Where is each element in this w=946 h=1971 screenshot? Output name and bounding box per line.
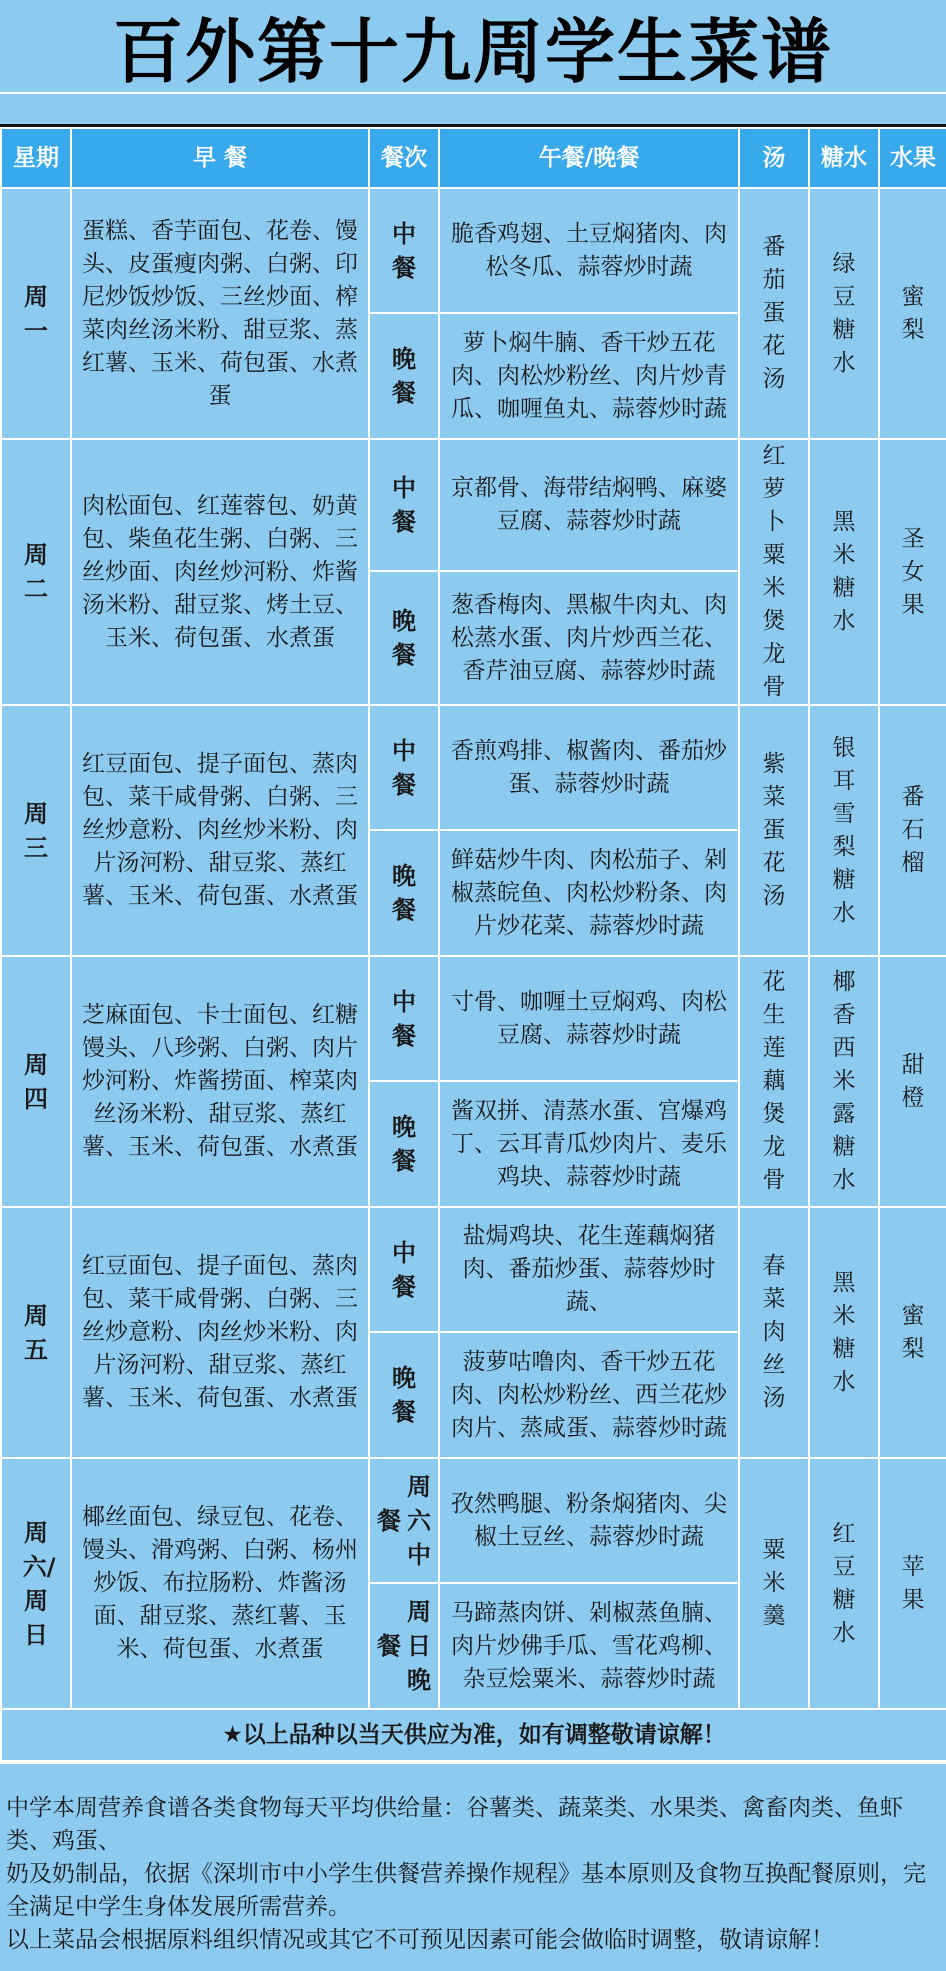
sweet-soup-cell: 绿豆糖水 bbox=[809, 188, 879, 439]
footer-line: 奶及奶制品，依据《深圳市中小学生供餐营养操作规程》基本原则及食物互换配餐原则，完全满足中学生身体发展所需营养。 bbox=[6, 1861, 926, 1920]
soup-cell: 春菜肉丝汤 bbox=[739, 1207, 809, 1458]
meal-label-part: 周六中 bbox=[407, 1472, 431, 1569]
sweet-soup-cell: 银耳雪梨糖水 bbox=[809, 705, 879, 956]
meal-label-part: 餐 bbox=[377, 1632, 401, 1660]
nutrition-footer bbox=[0, 1762, 946, 1957]
meal-lunch-label: 中餐 bbox=[369, 705, 439, 830]
dinner-dishes: 萝卜焖牛腩、香干炒五花肉、肉松炒粉丝、肉片炒青瓜、咖喱鱼丸、蒜蓉炒时蔬 bbox=[439, 313, 739, 439]
lunch-dishes: 香煎鸡排、椒酱肉、番茄炒蛋、蒜蓉炒时蔬 bbox=[439, 705, 739, 830]
note-row bbox=[1, 1709, 946, 1761]
soup-cell: 紫菜蛋花汤 bbox=[739, 705, 809, 956]
soup-cell: 花生莲藕煲龙骨 bbox=[739, 956, 809, 1207]
lunch-dishes: 京都骨、海带结焖鸭、麻婆豆腐、蒜蓉炒时蔬 bbox=[439, 439, 739, 571]
sweet-soup-cell: 黑米糖水 bbox=[809, 1207, 879, 1458]
meal-saturday-lunch-label bbox=[369, 1458, 439, 1583]
soup-cell: 粟米羹 bbox=[739, 1458, 809, 1709]
lunch-dishes: 寸骨、咖喱土豆焖鸡、肉松豆腐、蒜蓉炒时蔬 bbox=[439, 956, 739, 1081]
header-soup: 汤 bbox=[739, 128, 809, 188]
menu-table bbox=[0, 127, 946, 1762]
meal-dinner-label: 晚餐 bbox=[369, 313, 439, 439]
header-meal: 餐次 bbox=[369, 128, 439, 188]
meal-label-part: 餐 bbox=[377, 1506, 401, 1535]
breakfast-cell: 红豆面包、提子面包、蒸肉包、菜干咸骨粥、白粥、三丝炒意粉、肉丝炒米粉、肉片汤河粉、甜豆浆、蒸红薯、玉米、荷包蛋、水煮蛋 bbox=[71, 1207, 369, 1458]
header-day: 星期 bbox=[1, 128, 71, 188]
lunch-dishes: 脆香鸡翅、土豆焖猪肉、肉松冬瓜、蒜蓉炒时蔬 bbox=[439, 188, 739, 313]
table-row bbox=[1, 705, 946, 830]
sweet-soup-cell: 红豆糖水 bbox=[809, 1458, 879, 1709]
breakfast-cell: 红豆面包、提子面包、蒸肉包、菜干咸骨粥、白粥、三丝炒意粉、肉丝炒米粉、肉片汤河粉、甜豆浆、蒸红薯、玉米、荷包蛋、水煮蛋 bbox=[71, 705, 369, 956]
title-divider bbox=[0, 94, 946, 127]
dinner-dishes: 酱双拼、清蒸水蛋、宫爆鸡丁、云耳青瓜炒肉片、麦乐鸡块、蒜蓉炒时蔬 bbox=[439, 1081, 739, 1207]
breakfast-cell: 芝麻面包、卡士面包、红糖馒头、八珍粥、白粥、肉片炒河粉、炸酱捞面、榨菜肉丝汤米粉、甜豆浆、蒸红薯、玉米、荷包蛋、水煮蛋 bbox=[71, 956, 369, 1207]
day-cell: 周一 bbox=[1, 188, 71, 439]
fruit-cell: 番石榴 bbox=[879, 705, 946, 956]
table-row bbox=[1, 439, 946, 571]
table-row bbox=[1, 956, 946, 1081]
day-cell: 周二 bbox=[1, 439, 71, 705]
fruit-cell: 甜橙 bbox=[879, 956, 946, 1207]
dinner-dishes: 菠萝咕噜肉、香干炒五花肉、肉松炒粉丝、西兰花炒肉片、蒸咸蛋、蒜蓉炒时蔬 bbox=[439, 1332, 739, 1458]
table-row bbox=[1, 188, 946, 313]
breakfast-cell: 椰丝面包、绿豆包、花卷、馒头、滑鸡粥、白粥、杨州炒饭、布拉肠粉、炸酱汤面、甜豆浆、蒸红薯、玉米、荷包蛋、水煮蛋 bbox=[71, 1458, 369, 1709]
meal-lunch-label: 中餐 bbox=[369, 956, 439, 1081]
meal-label-part: 周日晚 bbox=[407, 1598, 431, 1694]
sweet-soup-cell: 椰香西米露糖水 bbox=[809, 956, 879, 1207]
dinner-dishes: 马蹄蒸肉饼、剁椒蒸鱼腩、肉片炒佛手瓜、雪花鸡柳、杂豆烩粟米、蒜蓉炒时蔬 bbox=[439, 1583, 739, 1709]
meal-lunch-label: 中餐 bbox=[369, 188, 439, 313]
day-cell: 周四 bbox=[1, 956, 71, 1207]
page-title: 百外第十九周学生菜谱 bbox=[0, 0, 946, 94]
header-lunch-dinner: 午餐/晚餐 bbox=[439, 128, 739, 188]
meal-lunch-label: 中餐 bbox=[369, 1207, 439, 1332]
lunch-dishes: 孜然鸭腿、粉条焖猪肉、尖椒土豆丝、蒜蓉炒时蔬 bbox=[439, 1458, 739, 1583]
table-row bbox=[1, 1458, 946, 1583]
meal-dinner-label: 晚餐 bbox=[369, 1332, 439, 1458]
header-breakfast: 早 餐 bbox=[71, 128, 369, 188]
breakfast-cell: 蛋糕、香芋面包、花卷、馒头、皮蛋瘦肉粥、白粥、印尼炒饭炒饭、三丝炒面、榨菜肉丝汤米粉、甜豆浆、蒸红薯、玉米、荷包蛋、水煮蛋 bbox=[71, 188, 369, 439]
header-fruit: 水果 bbox=[879, 128, 946, 188]
dinner-dishes: 葱香梅肉、黑椒牛肉丸、肉松蒸水蛋、肉片炒西兰花、香芹油豆腐、蒜蓉炒时蔬 bbox=[439, 571, 739, 705]
sweet-soup-cell: 黑米糖水 bbox=[809, 439, 879, 705]
soup-cell: 红萝卜粟米煲龙骨 bbox=[739, 439, 809, 705]
day-cell: 周三 bbox=[1, 705, 71, 956]
day-cell: 周六/周日 bbox=[1, 1458, 71, 1709]
meal-lunch-label: 中餐 bbox=[369, 439, 439, 571]
meal-sunday-dinner-label bbox=[369, 1583, 439, 1709]
meal-dinner-label: 晚餐 bbox=[369, 571, 439, 705]
day-cell: 周五 bbox=[1, 1207, 71, 1458]
supply-note: ★以上品种以当天供应为准，如有调整敬请谅解！ bbox=[1, 1709, 946, 1761]
soup-cell: 番茄蛋花汤 bbox=[739, 188, 809, 439]
dinner-dishes: 鲜菇炒牛肉、肉松茄子、剁椒蒸皖鱼、肉松炒粉条、肉片炒花菜、蒜蓉炒时蔬 bbox=[439, 830, 739, 956]
header-sweet-soup: 糖水 bbox=[809, 128, 879, 188]
footer-line: 以上菜品会根据原料组织情况或其它不可预见因素可能会做临时调整，敬请谅解！ bbox=[6, 1927, 834, 1953]
fruit-cell: 圣女果 bbox=[879, 439, 946, 705]
table-row bbox=[1, 1207, 946, 1332]
table-header-row bbox=[1, 128, 946, 188]
footer-line: 中学本周营养食谱各类食物每天平均供给量：谷薯类、蔬菜类、水果类、禽畜肉类、鱼虾类、鸡蛋、 bbox=[6, 1795, 903, 1854]
meal-dinner-label: 晚餐 bbox=[369, 1081, 439, 1207]
fruit-cell: 苹果 bbox=[879, 1458, 946, 1709]
breakfast-cell: 肉松面包、红莲蓉包、奶黄包、柴鱼花生粥、白粥、三丝炒面、肉丝炒河粉、炸酱汤米粉、甜豆浆、烤土豆、玉米、荷包蛋、水煮蛋 bbox=[71, 439, 369, 705]
lunch-dishes: 盐焗鸡块、花生莲藕焖猪肉、番茄炒蛋、蒜蓉炒时蔬、 bbox=[439, 1207, 739, 1332]
meal-dinner-label: 晚餐 bbox=[369, 830, 439, 956]
fruit-cell: 蜜梨 bbox=[879, 188, 946, 439]
fruit-cell: 蜜梨 bbox=[879, 1207, 946, 1458]
